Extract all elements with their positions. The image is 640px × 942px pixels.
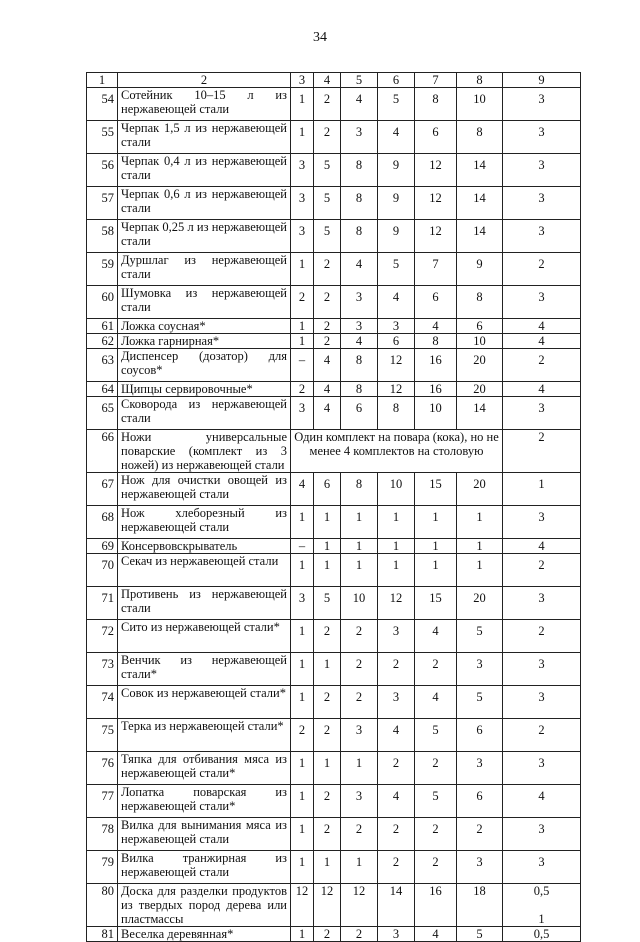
quantity-cell: 2 xyxy=(341,653,378,686)
quantity-cell: 2 xyxy=(291,382,314,397)
row-number: 70 xyxy=(87,554,118,587)
row-number: 72 xyxy=(87,620,118,653)
quantity-cell: 1 xyxy=(291,319,314,334)
table-row xyxy=(87,220,581,253)
quantity-cell: 6 xyxy=(341,397,378,430)
quantity-cell: 5 xyxy=(457,927,503,942)
quantity-cell: 1 xyxy=(415,539,457,554)
quantity-cell: 14 xyxy=(457,154,503,187)
quantity-cell: 8 xyxy=(457,286,503,319)
quantity-cell: – xyxy=(291,349,314,382)
quantity-cell: 2 xyxy=(341,818,378,851)
item-name: Тяпка для отбивания мяса из нержавеющей стали* xyxy=(118,752,291,785)
row-number: 61 xyxy=(87,319,118,334)
quantity-cell: 14 xyxy=(457,187,503,220)
row-number: 58 xyxy=(87,220,118,253)
quantity-cell: 4 xyxy=(415,927,457,942)
quantity-cell: 9 xyxy=(457,253,503,286)
quantity-cell: 2 xyxy=(341,686,378,719)
quantity-cell: 4 xyxy=(378,121,415,154)
quantity-cell: 2 xyxy=(314,286,341,319)
quantity-cell: 3 xyxy=(341,121,378,154)
quantity-cell: 2 xyxy=(314,253,341,286)
service-life-cell: 3 xyxy=(503,752,581,785)
column-header: 8 xyxy=(457,73,503,88)
quantity-cell: 3 xyxy=(291,397,314,430)
service-life-cell: 2 xyxy=(503,253,581,286)
quantity-cell: 4 xyxy=(378,286,415,319)
table-row xyxy=(87,88,581,121)
quantity-cell: 12 xyxy=(378,382,415,397)
quantity-cell: 1 xyxy=(457,539,503,554)
quantity-cell: 3 xyxy=(291,154,314,187)
row-number: 64 xyxy=(87,382,118,397)
table-row xyxy=(87,554,581,587)
item-name: Лопатка поварская из нержавеющей стали* xyxy=(118,785,291,818)
quantity-cell: 4 xyxy=(415,686,457,719)
service-life-cell: 3 xyxy=(503,88,581,121)
quantity-cell: 6 xyxy=(457,785,503,818)
item-name: Черпак 1,5 л из нержавеющей стали xyxy=(118,121,291,154)
service-life-cell: 3 xyxy=(503,187,581,220)
quantity-cell: 1 xyxy=(291,121,314,154)
quantity-cell: 2 xyxy=(314,620,341,653)
quantity-cell: 3 xyxy=(457,752,503,785)
quantity-cell: 6 xyxy=(314,473,341,506)
quantity-cell: 5 xyxy=(314,587,341,620)
quantity-cell: 3 xyxy=(291,587,314,620)
quantity-cell: 8 xyxy=(341,382,378,397)
quantity-cell: 1 xyxy=(291,686,314,719)
quantity-cell: 10 xyxy=(457,88,503,121)
merged-quantity-note: Один комплект на повара (кока), но не менее 4 комплектов на столовую xyxy=(291,430,503,473)
quantity-cell: 10 xyxy=(341,587,378,620)
quantity-cell: 6 xyxy=(457,719,503,752)
item-name: Ложка соусная* xyxy=(118,319,291,334)
quantity-cell: 6 xyxy=(415,121,457,154)
quantity-cell: 2 xyxy=(291,286,314,319)
quantity-cell: 1 xyxy=(314,506,341,539)
column-header: 5 xyxy=(341,73,378,88)
service-life-cell: 2 xyxy=(503,620,581,653)
quantity-cell: 1 xyxy=(291,620,314,653)
row-number: 76 xyxy=(87,752,118,785)
quantity-cell: 1 xyxy=(314,752,341,785)
quantity-cell: 2 xyxy=(314,88,341,121)
quantity-cell: 16 xyxy=(415,349,457,382)
service-life-cell: 3 xyxy=(503,506,581,539)
row-number: 78 xyxy=(87,818,118,851)
table-row xyxy=(87,187,581,220)
quantity-cell: 4 xyxy=(341,253,378,286)
quantity-cell: 2 xyxy=(314,785,341,818)
quantity-cell: 5 xyxy=(314,154,341,187)
table-row xyxy=(87,473,581,506)
quantity-cell: 2 xyxy=(314,686,341,719)
quantity-cell: 1 xyxy=(415,554,457,587)
service-life-cell: 2 xyxy=(503,349,581,382)
row-number: 60 xyxy=(87,286,118,319)
quantity-cell: 2 xyxy=(314,121,341,154)
quantity-cell: 2 xyxy=(291,719,314,752)
quantity-cell: 12 xyxy=(378,587,415,620)
table-row xyxy=(87,884,581,927)
table-row xyxy=(87,587,581,620)
quantity-cell: 1 xyxy=(415,506,457,539)
quantity-cell: 18 xyxy=(457,884,503,927)
quantity-cell: 5 xyxy=(314,220,341,253)
service-life-cell: 3 xyxy=(503,686,581,719)
quantity-cell: 6 xyxy=(457,319,503,334)
quantity-cell: 2 xyxy=(415,818,457,851)
quantity-cell: 10 xyxy=(378,473,415,506)
quantity-cell: 1 xyxy=(457,506,503,539)
row-number: 71 xyxy=(87,587,118,620)
item-name: Ложка гарнирная* xyxy=(118,334,291,349)
quantity-cell: 3 xyxy=(378,927,415,942)
quantity-cell: 8 xyxy=(378,397,415,430)
quantity-cell: 20 xyxy=(457,349,503,382)
item-name: Консервовскрыватель xyxy=(118,539,291,554)
table-row xyxy=(87,430,581,473)
item-name: Доска для разделки продуктов из твердых пород дерева или пластмассы xyxy=(118,884,291,927)
quantity-cell: 3 xyxy=(291,187,314,220)
service-life-cell: 3 xyxy=(503,397,581,430)
quantity-cell: 15 xyxy=(415,473,457,506)
row-number: 59 xyxy=(87,253,118,286)
quantity-cell: 1 xyxy=(314,554,341,587)
quantity-cell: 1 xyxy=(378,539,415,554)
quantity-cell: 2 xyxy=(457,818,503,851)
quantity-cell: 2 xyxy=(415,851,457,884)
quantity-cell: 2 xyxy=(341,927,378,942)
quantity-cell: 8 xyxy=(341,473,378,506)
quantity-cell: 4 xyxy=(378,785,415,818)
quantity-cell: 4 xyxy=(341,334,378,349)
quantity-cell: 2 xyxy=(415,653,457,686)
item-name: Черпак 0,4 л из нержавеющей стали xyxy=(118,154,291,187)
quantity-cell: 5 xyxy=(378,88,415,121)
quantity-cell: 1 xyxy=(291,506,314,539)
item-name: Ножи универсальные поварские (комплект из 3 ножей) из нержавеющей стали xyxy=(118,430,291,473)
table-row xyxy=(87,382,581,397)
quantity-cell: 12 xyxy=(415,220,457,253)
quantity-cell: 1 xyxy=(457,554,503,587)
item-name: Венчик из нержавеющей стали* xyxy=(118,653,291,686)
quantity-cell: 1 xyxy=(291,927,314,942)
row-number: 80 xyxy=(87,884,118,927)
row-number: 67 xyxy=(87,473,118,506)
row-number: 63 xyxy=(87,349,118,382)
quantity-cell: 3 xyxy=(291,220,314,253)
column-header: 6 xyxy=(378,73,415,88)
service-life-cell: 2 xyxy=(503,430,581,473)
quantity-cell: 20 xyxy=(457,473,503,506)
table-row xyxy=(87,349,581,382)
row-number: 56 xyxy=(87,154,118,187)
quantity-cell: 4 xyxy=(291,473,314,506)
quantity-cell: 2 xyxy=(314,818,341,851)
quantity-cell: 4 xyxy=(341,88,378,121)
quantity-cell: 1 xyxy=(291,851,314,884)
service-life-cell: 3 xyxy=(503,587,581,620)
quantity-cell: 1 xyxy=(341,752,378,785)
quantity-cell: 8 xyxy=(457,121,503,154)
quantity-cell: 1 xyxy=(378,506,415,539)
item-name: Противень из нержавеющей стали xyxy=(118,587,291,620)
row-number: 65 xyxy=(87,397,118,430)
quantity-cell: 14 xyxy=(457,220,503,253)
quantity-cell: 1 xyxy=(291,554,314,587)
quantity-cell: 8 xyxy=(341,154,378,187)
row-number: 79 xyxy=(87,851,118,884)
quantity-cell: 4 xyxy=(314,349,341,382)
page-number: 34 xyxy=(313,30,327,45)
quantity-cell: 7 xyxy=(415,253,457,286)
quantity-cell: 15 xyxy=(415,587,457,620)
quantity-cell: 12 xyxy=(291,884,314,927)
quantity-cell: 20 xyxy=(457,587,503,620)
row-number: 74 xyxy=(87,686,118,719)
service-life-cell: 2 xyxy=(503,719,581,752)
service-life-cell: 4 xyxy=(503,334,581,349)
quantity-cell: 2 xyxy=(341,620,378,653)
item-name: Вилка для вынимания мяса из нержавеющей стали xyxy=(118,818,291,851)
row-number: 62 xyxy=(87,334,118,349)
quantity-cell: 1 xyxy=(314,539,341,554)
quantity-cell: 12 xyxy=(415,154,457,187)
quantity-cell: 5 xyxy=(314,187,341,220)
item-name: Щипцы сервировочные* xyxy=(118,382,291,397)
item-name: Веселка деревянная* xyxy=(118,927,291,942)
quantity-cell: 3 xyxy=(341,785,378,818)
item-name: Нож хлеборезный из нержавеющей стали xyxy=(118,506,291,539)
service-life-cell: 0,5 1 xyxy=(503,884,581,927)
quantity-cell: 4 xyxy=(415,620,457,653)
quantity-cell: 3 xyxy=(341,719,378,752)
row-number: 57 xyxy=(87,187,118,220)
column-header: 1 xyxy=(87,73,118,88)
quantity-cell: 4 xyxy=(378,719,415,752)
table-row xyxy=(87,539,581,554)
quantity-cell: 8 xyxy=(341,187,378,220)
quantity-cell: 3 xyxy=(378,620,415,653)
quantity-cell: 2 xyxy=(314,319,341,334)
service-life-cell: 4 xyxy=(503,785,581,818)
quantity-cell: 1 xyxy=(291,818,314,851)
table-row xyxy=(87,620,581,653)
table-row xyxy=(87,253,581,286)
quantity-cell: 1 xyxy=(291,334,314,349)
table-row xyxy=(87,506,581,539)
service-life-cell: 3 xyxy=(503,286,581,319)
column-header: 4 xyxy=(314,73,341,88)
quantity-cell: 4 xyxy=(314,382,341,397)
item-name: Дуршлаг из нержавеющей стали xyxy=(118,253,291,286)
quantity-cell: 12 xyxy=(415,187,457,220)
quantity-cell: 2 xyxy=(378,653,415,686)
quantity-cell: 2 xyxy=(378,752,415,785)
table-row xyxy=(87,334,581,349)
quantity-cell: 3 xyxy=(341,286,378,319)
quantity-cell: 10 xyxy=(415,397,457,430)
service-life-cell: 2 xyxy=(503,554,581,587)
column-header: 7 xyxy=(415,73,457,88)
service-life-cell: 4 xyxy=(503,382,581,397)
table-row xyxy=(87,653,581,686)
quantity-cell: 1 xyxy=(341,539,378,554)
table-header-row xyxy=(87,73,581,88)
table-row xyxy=(87,121,581,154)
quantity-cell: 4 xyxy=(415,319,457,334)
service-life-cell: 3 xyxy=(503,653,581,686)
item-name: Сковорода из нержавеющей стали xyxy=(118,397,291,430)
quantity-cell: 3 xyxy=(457,851,503,884)
quantity-cell: 6 xyxy=(415,286,457,319)
quantity-cell: 10 xyxy=(457,334,503,349)
quantity-cell: 5 xyxy=(457,686,503,719)
table-row xyxy=(87,319,581,334)
table-row xyxy=(87,818,581,851)
quantity-cell: 14 xyxy=(457,397,503,430)
item-name: Сотейник 10–15 л из нержавеющей стали xyxy=(118,88,291,121)
table-row xyxy=(87,851,581,884)
quantity-cell: 16 xyxy=(415,884,457,927)
quantity-cell: 5 xyxy=(378,253,415,286)
column-header: 3 xyxy=(291,73,314,88)
row-number: 54 xyxy=(87,88,118,121)
quantity-cell: 2 xyxy=(314,334,341,349)
quantity-cell: 1 xyxy=(341,506,378,539)
quantity-cell: 1 xyxy=(314,653,341,686)
quantity-cell: 16 xyxy=(415,382,457,397)
row-number: 68 xyxy=(87,506,118,539)
table-row xyxy=(87,154,581,187)
quantity-cell: 8 xyxy=(415,88,457,121)
equipment-table xyxy=(86,72,581,942)
quantity-cell: 5 xyxy=(415,785,457,818)
row-number: 75 xyxy=(87,719,118,752)
service-life-cell: 3 xyxy=(503,220,581,253)
quantity-cell: 4 xyxy=(314,397,341,430)
quantity-cell: 1 xyxy=(341,554,378,587)
table-row xyxy=(87,397,581,430)
row-number: 66 xyxy=(87,430,118,473)
item-name: Нож для очистки овощей из нержавеющей стали xyxy=(118,473,291,506)
quantity-cell: 20 xyxy=(457,382,503,397)
quantity-cell: 1 xyxy=(291,88,314,121)
row-number: 69 xyxy=(87,539,118,554)
quantity-cell: 5 xyxy=(415,719,457,752)
quantity-cell: 8 xyxy=(341,349,378,382)
quantity-cell: – xyxy=(291,539,314,554)
item-name: Черпак 0,25 л из нержавеющей стали xyxy=(118,220,291,253)
quantity-cell: 1 xyxy=(291,253,314,286)
item-name: Шумовка из нержавеющей стали xyxy=(118,286,291,319)
quantity-cell: 6 xyxy=(378,334,415,349)
service-life-cell: 4 xyxy=(503,319,581,334)
quantity-cell: 2 xyxy=(378,818,415,851)
quantity-cell: 8 xyxy=(415,334,457,349)
item-name: Вилка транжирная из нержавеющей стали xyxy=(118,851,291,884)
quantity-cell: 1 xyxy=(378,554,415,587)
column-header: 2 xyxy=(118,73,291,88)
item-name: Терка из нержавеющей стали* xyxy=(118,719,291,752)
quantity-cell: 3 xyxy=(378,686,415,719)
service-life-cell: 4 xyxy=(503,539,581,554)
row-number: 77 xyxy=(87,785,118,818)
quantity-cell: 8 xyxy=(341,220,378,253)
table-row xyxy=(87,927,581,942)
quantity-cell: 5 xyxy=(457,620,503,653)
service-life-cell: 3 xyxy=(503,818,581,851)
table-row xyxy=(87,785,581,818)
table-row xyxy=(87,752,581,785)
quantity-cell: 14 xyxy=(378,884,415,927)
service-life-cell: 3 xyxy=(503,851,581,884)
table-row xyxy=(87,719,581,752)
item-name: Черпак 0,6 л из нержавеющей стали xyxy=(118,187,291,220)
quantity-cell: 3 xyxy=(341,319,378,334)
item-name: Секач из нержавеющей стали xyxy=(118,554,291,587)
quantity-cell: 3 xyxy=(457,653,503,686)
table-row xyxy=(87,686,581,719)
quantity-cell: 9 xyxy=(378,187,415,220)
quantity-cell: 1 xyxy=(291,785,314,818)
table-body xyxy=(87,88,581,942)
column-header: 9 xyxy=(503,73,581,88)
service-life-cell: 3 xyxy=(503,121,581,154)
quantity-cell: 9 xyxy=(378,220,415,253)
quantity-cell: 1 xyxy=(314,851,341,884)
table-row xyxy=(87,286,581,319)
service-life-cell: 3 xyxy=(503,154,581,187)
row-number: 73 xyxy=(87,653,118,686)
quantity-cell: 2 xyxy=(378,851,415,884)
quantity-cell: 2 xyxy=(314,927,341,942)
quantity-cell: 12 xyxy=(378,349,415,382)
quantity-cell: 2 xyxy=(415,752,457,785)
quantity-cell: 9 xyxy=(378,154,415,187)
quantity-cell: 12 xyxy=(341,884,378,927)
service-life-cell: 1 xyxy=(503,473,581,506)
service-life-cell: 0,5 xyxy=(503,927,581,942)
quantity-cell: 2 xyxy=(314,719,341,752)
quantity-cell: 1 xyxy=(291,653,314,686)
row-number: 81 xyxy=(87,927,118,942)
quantity-cell: 3 xyxy=(378,319,415,334)
quantity-cell: 1 xyxy=(291,752,314,785)
row-number: 55 xyxy=(87,121,118,154)
quantity-cell: 12 xyxy=(314,884,341,927)
item-name: Сито из нержавеющей стали* xyxy=(118,620,291,653)
item-name: Совок из нержавеющей стали* xyxy=(118,686,291,719)
quantity-cell: 1 xyxy=(341,851,378,884)
item-name: Диспенсер (дозатор) для соусов* xyxy=(118,349,291,382)
